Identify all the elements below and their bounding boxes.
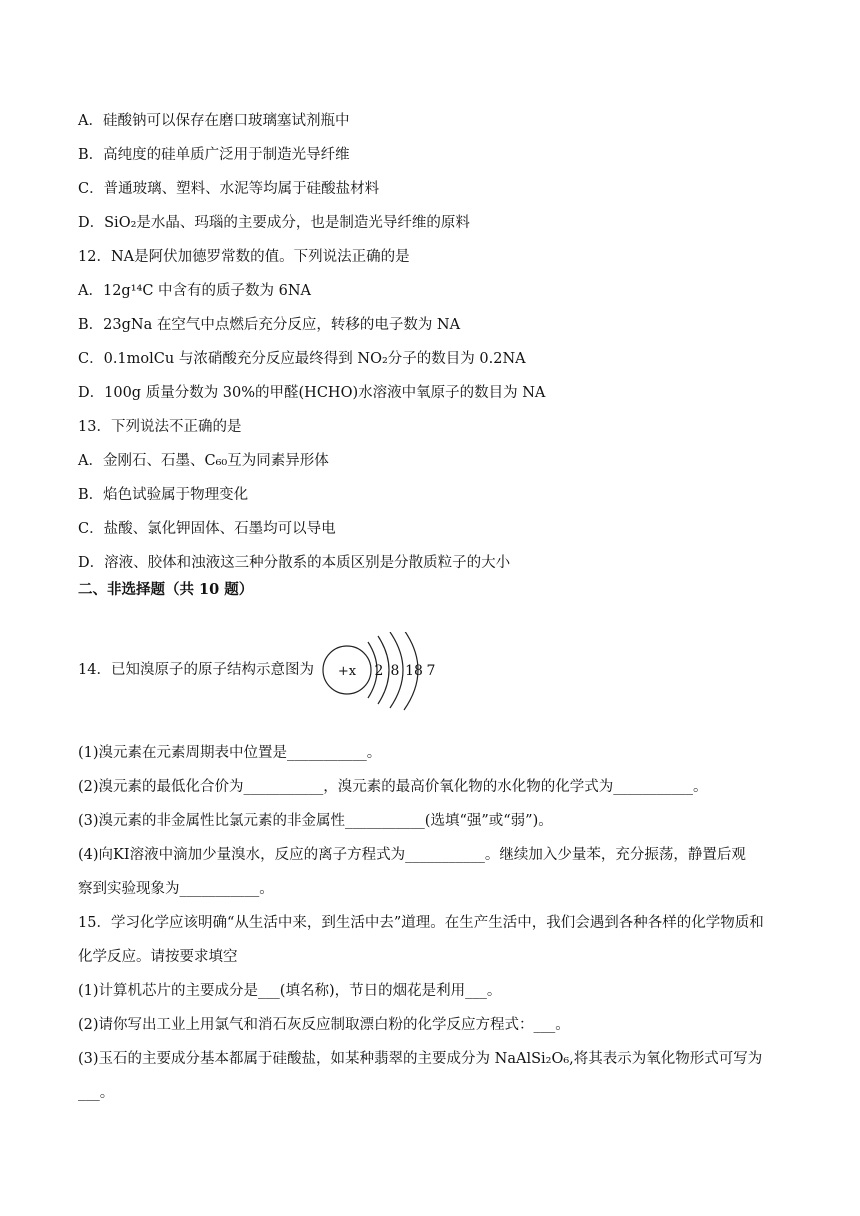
question-13: 13．下列说法不正确的是 [78,419,242,435]
option-11d: D．SiO₂是水晶、玛瑙的主要成分，也是制造光导纤维的原料 [78,215,470,231]
shell-3-count: 18 [405,663,423,679]
question-14-part-4-cont: 察到实验现象为___________。 [78,881,274,897]
option-12b: B．23gNa 在空气中点燃后充分反应，转移的电子数为 NA [78,317,461,333]
option-12d: D．100g 质量分数为 30%的甲醛(HCHO)水溶液中氧原子的数目为 NA [78,385,546,401]
option-13c: C．盐酸、氯化钾固体、石墨均可以导电 [78,521,336,537]
option-13b: B．焰色试验属于物理变化 [78,487,249,503]
question-14-part-3: (3)溴元素的非金属性比氯元素的非金属性___________(选填“强”或“弱”)。 [78,813,553,829]
question-15-part-3: (3)玉石的主要成分基本都属于硅酸盐，如某种翡翠的主要成分为 NaAlSi₂O₆,将其表示为氧化物形式可写为 [78,1051,763,1067]
question-14-part-4: (4)向KI溶液中滴加少量溴水，反应的离子方程式为___________。继续加入少量苯，充分振荡，静置后观 [78,847,746,863]
option-13a: A．金刚石、石墨、C₆₀互为同素异形体 [78,453,329,469]
option-13d: D．溶液、胶体和浊液这三种分散系的本质区别是分散质粒子的大小 [78,555,511,571]
shell-2-count: 8 [390,663,400,679]
option-11b: B．高纯度的硅单质广泛用于制造光导纤维 [78,147,350,163]
option-12a: A．12g¹⁴C 中含有的质子数为 6NA [78,283,312,299]
shell-4-count: 7 [426,663,436,679]
bromine-atom-structure-diagram [320,632,450,712]
question-15-part-2: (2)请你写出工业上用氯气和消石灰反应制取漂白粉的化学反应方程式：___。 [78,1017,570,1033]
option-11a: A．硅酸钠可以保存在磨口玻璃塞试剂瓶中 [78,113,350,129]
nucleus-label: +x [337,664,357,679]
question-14-part-2: (2)溴元素的最低化合价为___________，溴元素的最高价氧化物的水化物的化学式为___________。 [78,779,708,795]
question-14: 14．已知溴原子的原子结构示意图为 [78,662,314,678]
shell-1-count: 2 [374,663,384,679]
option-11c: C．普通玻璃、塑料、水泥等均属于硅酸盐材料 [78,181,380,197]
option-12c: C．0.1molCu 与浓硝酸充分反应最终得到 NO₂分子的数目为 0.2NA [78,351,526,367]
question-15-cont: 化学反应。请按要求填空 [78,949,238,965]
question-15-part-3-cont: ___。 [78,1085,115,1101]
question-14-part-1: (1)溴元素在元素周期表中位置是___________。 [78,745,382,761]
question-15: 15．学习化学应该明确“从生活中来，到生活中去”道理。在生产生活中，我们会遇到各种各样的化学物质和 [78,915,764,931]
question-12: 12．NA是阿伏加德罗常数的值。下列说法正确的是 [78,249,410,265]
section-heading: 二、非选择题（共 10 题） [78,581,254,598]
question-15-part-1: (1)计算机芯片的主要成分是___(填名称)，节日的烟花是利用___。 [78,983,502,999]
